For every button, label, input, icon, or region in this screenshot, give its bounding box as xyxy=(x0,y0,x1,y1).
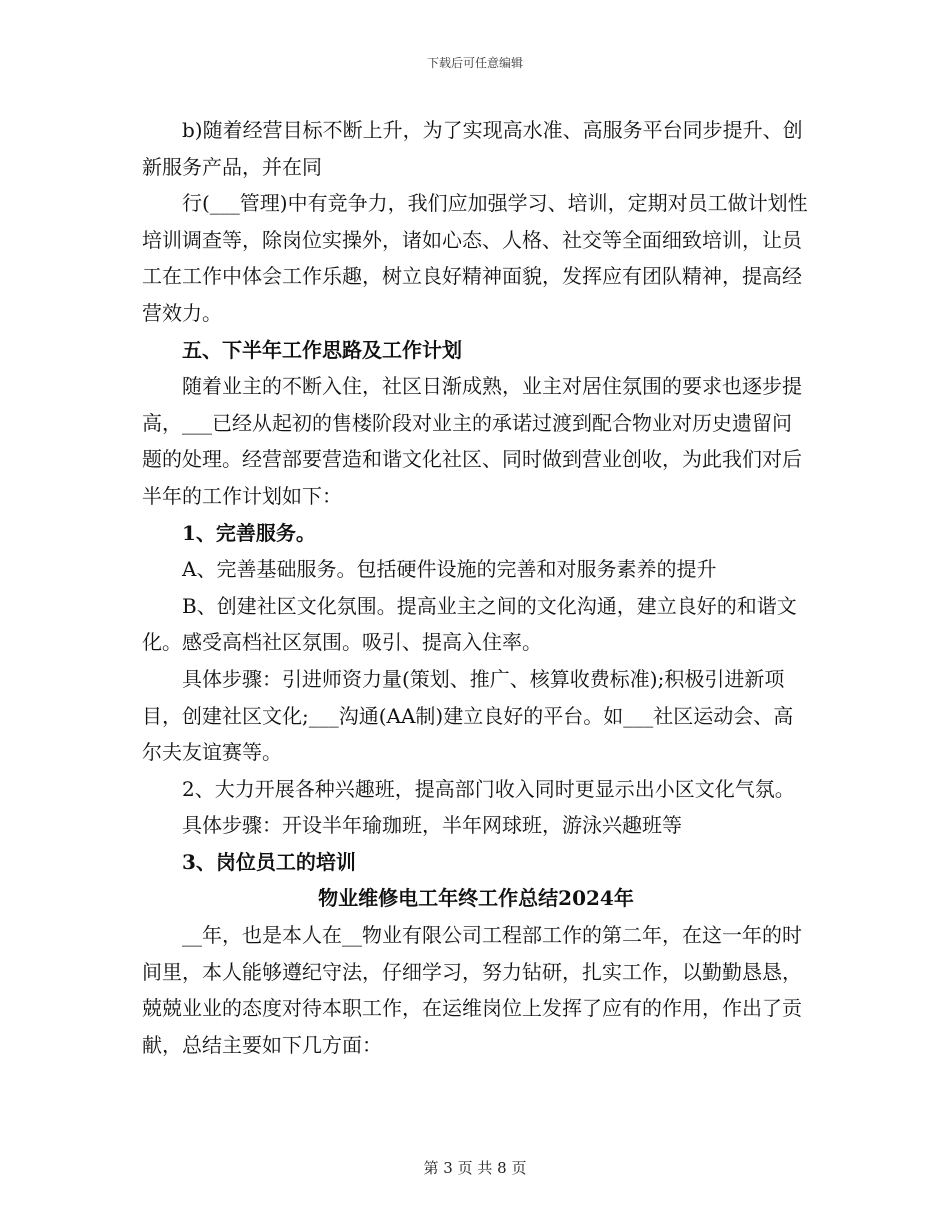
section-heading: 五、下半年工作思路及工作计划 xyxy=(182,337,462,362)
subsection-heading: 3、岗位员工的培训 xyxy=(182,849,356,874)
paragraph: b)随着经营目标不断上升，为了实现高水准、高服务平台同步提升、创新服务产品，并在同 xyxy=(142,118,803,179)
paragraph: 具体步骤：引进师资力量(策划、推广、核算收费标准);积极引进新项目，创建社区文化;___沟通(AA制)建立良好的平台。如___社区运动会、高尔夫友谊赛等。 xyxy=(142,666,794,765)
paragraph: 2、大力开展各种兴趣班，提高部门收入同时更显示出小区文化气氛。 xyxy=(182,776,795,801)
subsection-heading: 1、完善服务。 xyxy=(182,520,316,545)
paragraph: 具体步骤：开设半年瑜珈班，半年网球班，游泳兴趣班等 xyxy=(182,813,682,838)
document-body xyxy=(142,112,810,1063)
paragraph: 行(___管理)中有竞争力，我们应加强学习、培训，定期对员工做计划性培训调查等，除岗位实操外，诸如心态、人格、社交等全面细致培训，让员工在工作中体会工作乐趣，树立良好精神面貌，发挥应有团队精神，提高经营效力。 xyxy=(142,191,808,325)
paragraph: __年，也是本人在__物业有限公司工程部工作的第二年，在这一年的时间里，本人能够遵纪守法，仔细学习，努力钻研，扎实工作，以勤勤恳恳，兢兢业业的态度对待本职工作，在运维岗位上发挥了应有的作用，作出了贡献，总结主要如下几方面： xyxy=(142,923,802,1057)
paragraph: A、完善基础服务。包括硬件设施的完善和对服务素养的提升 xyxy=(182,557,717,582)
paragraph: 随着业主的不断入住，社区日渐成熟，业主对居住氛围的要求也逐步提高，___已经从起初的售楼阶段对业主的承诺过渡到配合物业对历史遗留问题的处理。经营部要营造和谐文化社区、同时做到营业创收，为此我们对后半年的工作计划如下： xyxy=(142,374,802,508)
paragraph: B、创建社区文化氛围。提高业主之间的文化沟通，建立良好的和谐文化。感受高档社区氛围。吸引、提高入住率。 xyxy=(142,593,797,655)
document-title: 物业维修电工年终工作总结2024年 xyxy=(318,886,634,911)
page-header: 下载后可任意编辑 xyxy=(426,56,523,70)
page-footer: 第 3 页 共 8 页 xyxy=(423,1159,527,1177)
